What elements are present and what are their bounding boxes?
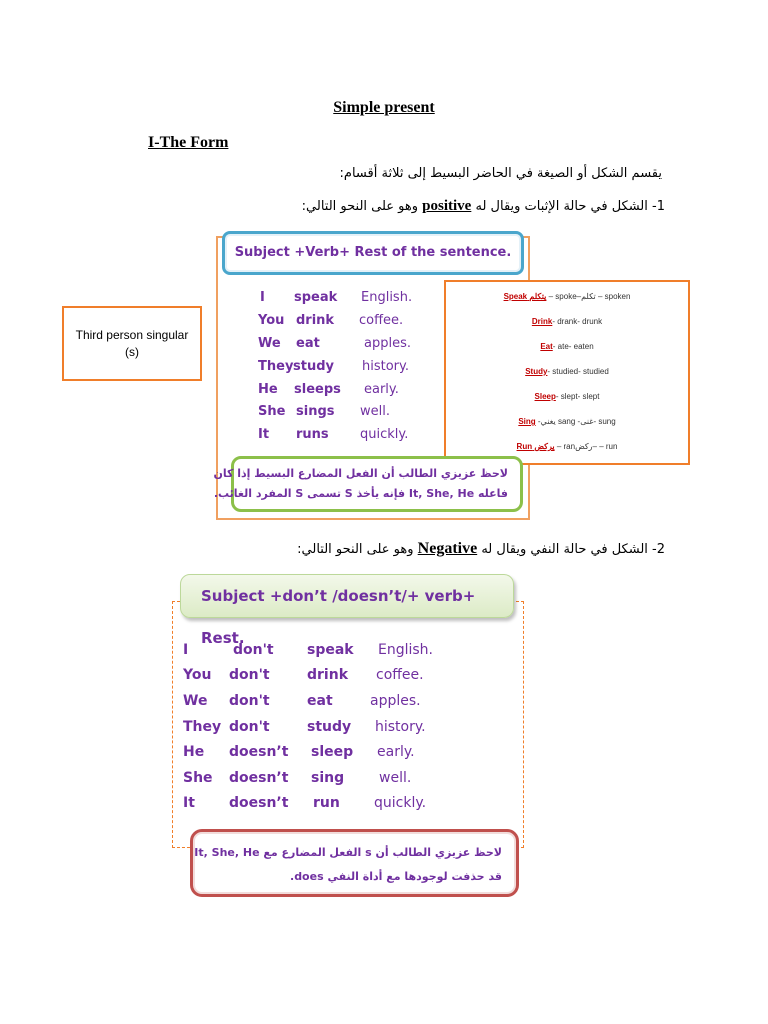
neg-aux: doesn’t <box>229 744 289 760</box>
verb-forms: – ranركض– – run <box>554 442 618 451</box>
neg-verb: eat <box>307 693 333 709</box>
negative-note-line2: قد حذفت لوجودها مع أداة النفي does. <box>290 870 502 883</box>
neg-aux: don't <box>229 719 270 735</box>
verb-base: Sleep <box>534 392 556 401</box>
neg-rest: early. <box>377 744 415 760</box>
neg-verb: study <box>307 719 352 735</box>
negative-keyword: Negative <box>417 540 478 557</box>
verb-forms: - drank- drunk <box>552 317 603 326</box>
pos-rest: early. <box>364 382 399 397</box>
pos-subject: They <box>258 359 294 374</box>
negative-formula-box <box>180 574 514 647</box>
pos-verb: sleeps <box>294 382 341 397</box>
verb-base: Sing <box>518 417 536 426</box>
neg-verb: drink <box>307 667 349 683</box>
pos-verb: drink <box>296 313 335 328</box>
pos-verb: eat <box>296 336 320 351</box>
pos-subject: He <box>258 382 278 397</box>
intro-text: يقسم الشكل أو الصيغة في الحاضر البسيط إلى ثلاثة أقسام: <box>339 166 662 181</box>
verb-base: Drink <box>531 317 553 326</box>
pos-rest: apples. <box>364 336 411 351</box>
negative-formula: Subject +don’t /doesn’t/+ verb+ Rest. <box>201 587 476 647</box>
verb-form-row <box>446 417 688 426</box>
verb-forms: - studied- studied <box>547 367 609 376</box>
neg-rest: English. <box>378 642 434 658</box>
pos-subject: You <box>258 313 285 328</box>
neg-subject: We <box>183 693 208 709</box>
neg-aux: don't <box>233 642 274 658</box>
pos-rest: well. <box>360 404 390 419</box>
verb-form-row <box>446 342 688 351</box>
pos-rest: English. <box>361 290 413 305</box>
positive-formula-box <box>222 231 524 275</box>
neg-subject: I <box>183 642 189 658</box>
verb-form-row <box>446 392 688 401</box>
positive-note-line2: فاعله It, She, He فإنه يأخذ S تسمى S المفرد الغائب. <box>213 487 508 500</box>
neg-aux: doesn’t <box>229 770 289 786</box>
neg-aux: doesn’t <box>229 795 289 811</box>
neg-verb: sleep <box>311 744 354 760</box>
positive-note-line1: لاحظ عزيزي الطالب أن الفعل المضارع البسيط إذا كان <box>213 467 508 480</box>
neg-rest: coffee. <box>376 667 424 683</box>
verb-base: Speak <box>503 292 528 301</box>
neg-aux: don't <box>229 693 270 709</box>
pos-subject: It <box>258 427 270 442</box>
pos-verb: speak <box>294 290 338 305</box>
verb-arabic: يتكلم <box>527 292 547 301</box>
positive-heading <box>302 198 665 215</box>
section-number: I- <box>148 134 160 151</box>
pos-subject: She <box>258 404 286 419</box>
neg-subject: He <box>183 744 205 760</box>
verb-forms: – spoke–تكلم – spoken <box>546 292 631 301</box>
verb-base: Eat <box>540 342 553 351</box>
verb-forms-box <box>444 280 690 465</box>
negative-note <box>190 829 519 897</box>
neg-aux: don't <box>229 667 270 683</box>
neg-subject: They <box>183 719 222 735</box>
pos-verb: runs <box>296 427 329 442</box>
negative-heading-post: وهو على النحو التالي: <box>297 542 418 557</box>
negative-heading <box>297 540 665 558</box>
pos-rest: history. <box>362 359 409 374</box>
positive-heading-post: وهو على النحو التالي: <box>301 199 423 214</box>
verb-forms: -يغني sang -غنى- sung <box>535 417 616 426</box>
pos-rest: coffee. <box>359 313 404 328</box>
positive-keyword: positive <box>422 198 472 214</box>
neg-verb: speak <box>307 642 354 658</box>
positive-formula: Subject +Verb+ Rest of the sentence. <box>234 245 512 260</box>
verb-base: Study <box>525 367 548 376</box>
negative-heading-pre: 2- الشكل في حالة النفي ويقال له <box>477 542 665 557</box>
pos-verb: sings <box>296 404 335 419</box>
verb-arabic: يركض <box>532 442 555 451</box>
verb-form-row <box>446 367 688 376</box>
verb-form-row <box>446 442 688 451</box>
neg-verb: sing <box>311 770 345 786</box>
neg-subject: She <box>183 770 213 786</box>
neg-rest: history. <box>375 719 426 735</box>
neg-rest: apples. <box>370 693 421 709</box>
positive-note <box>213 456 523 512</box>
page-title: Simple present <box>333 99 435 116</box>
verb-form-row <box>446 317 688 326</box>
neg-rest: quickly. <box>374 795 427 811</box>
positive-heading-pre: 1- الشكل في حالة الإثبات ويقال له <box>471 199 665 214</box>
pos-rest: quickly. <box>360 427 409 442</box>
neg-verb: run <box>313 795 340 811</box>
pos-subject: I <box>260 290 265 305</box>
verb-base: Run <box>516 442 533 451</box>
verb-form-row <box>446 292 688 301</box>
third-person-box: Third person singular (s) <box>62 306 202 381</box>
neg-subject: It <box>183 795 195 811</box>
neg-subject: You <box>183 667 212 683</box>
section-heading <box>148 134 228 152</box>
verb-forms: - slept- slept <box>555 392 600 401</box>
verb-forms: - ate- eaten <box>552 342 594 351</box>
pos-subject: We <box>258 336 281 351</box>
section-name: The Form <box>159 134 229 151</box>
pos-verb: study <box>293 359 334 374</box>
negative-note-line1: لاحظ عزيزي الطالب أن s الفعل المضارع مع It, She, He <box>194 846 502 859</box>
neg-rest: well. <box>379 770 412 786</box>
